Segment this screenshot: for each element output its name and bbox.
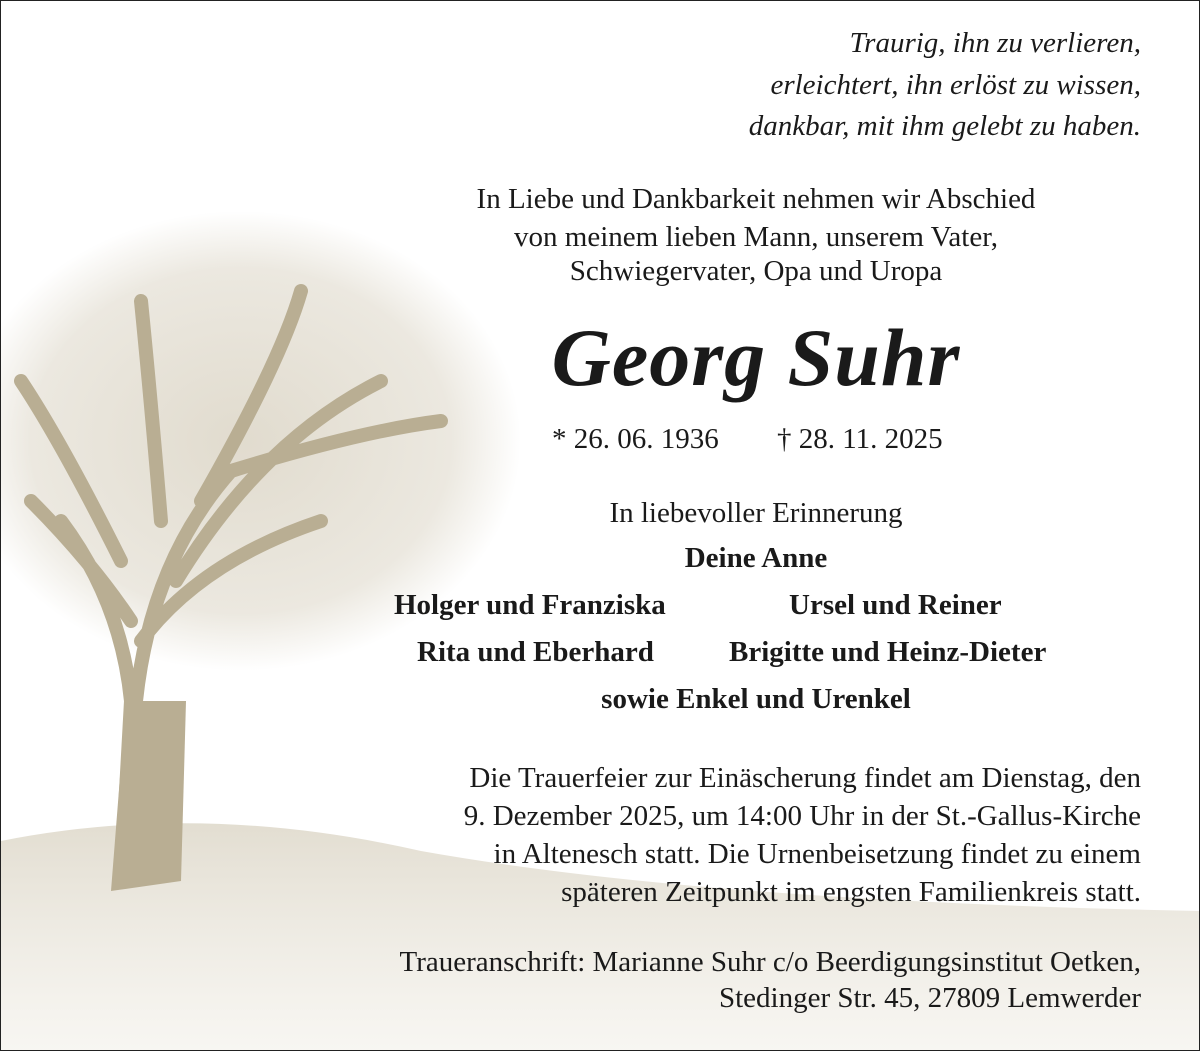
- family-name: Ursel und Reiner: [789, 589, 1002, 621]
- address-line: Traueranschrift: Marianne Suhr c/o Beerdigungsinstitut Oetken,: [399, 946, 1141, 978]
- ceremony-line: 9. Dezember 2025, um 14:00 Uhr in der St.-Gallus-Kirche: [463, 800, 1141, 832]
- family-name: Brigitte und Heinz-Dieter: [729, 636, 1047, 668]
- ceremony-line: in Altenesch statt. Die Urnenbeisetzung findet zu einem: [493, 838, 1141, 870]
- intro-line: In Liebe und Dankbarkeit nehmen wir Abschied: [476, 183, 1036, 215]
- family-name: Holger und Franziska: [394, 589, 666, 621]
- quote-line: dankbar, mit ihm gelebt zu haben.: [748, 110, 1141, 142]
- address-line: Stedinger Str. 45, 27809 Lemwerder: [718, 982, 1141, 1014]
- ceremony-line: Die Trauerfeier zur Einäscherung findet am Dienstag, den: [469, 762, 1141, 794]
- memory-line: In liebevoller Erinnerung: [609, 497, 903, 529]
- birth-date: * 26. 06. 1936: [552, 423, 719, 455]
- intro-line: von meinem lieben Mann, unserem Vater,: [514, 221, 998, 253]
- quote-line: erleichtert, ihn erlöst zu wissen,: [770, 69, 1141, 101]
- intro-line: Schwiegervater, Opa und Uropa: [569, 255, 943, 287]
- family-line: Deine Anne: [684, 542, 828, 574]
- quote-line: Traurig, ihn zu verlieren,: [849, 27, 1141, 59]
- ceremony-line: späteren Zeitpunkt im engsten Familienkreis statt.: [561, 876, 1141, 908]
- family-name: Rita und Eberhard: [417, 636, 654, 668]
- death-date: † 28. 11. 2025: [777, 423, 943, 455]
- deceased-name: Georg Suhr: [551, 312, 961, 403]
- family-line: sowie Enkel und Urenkel: [601, 683, 911, 715]
